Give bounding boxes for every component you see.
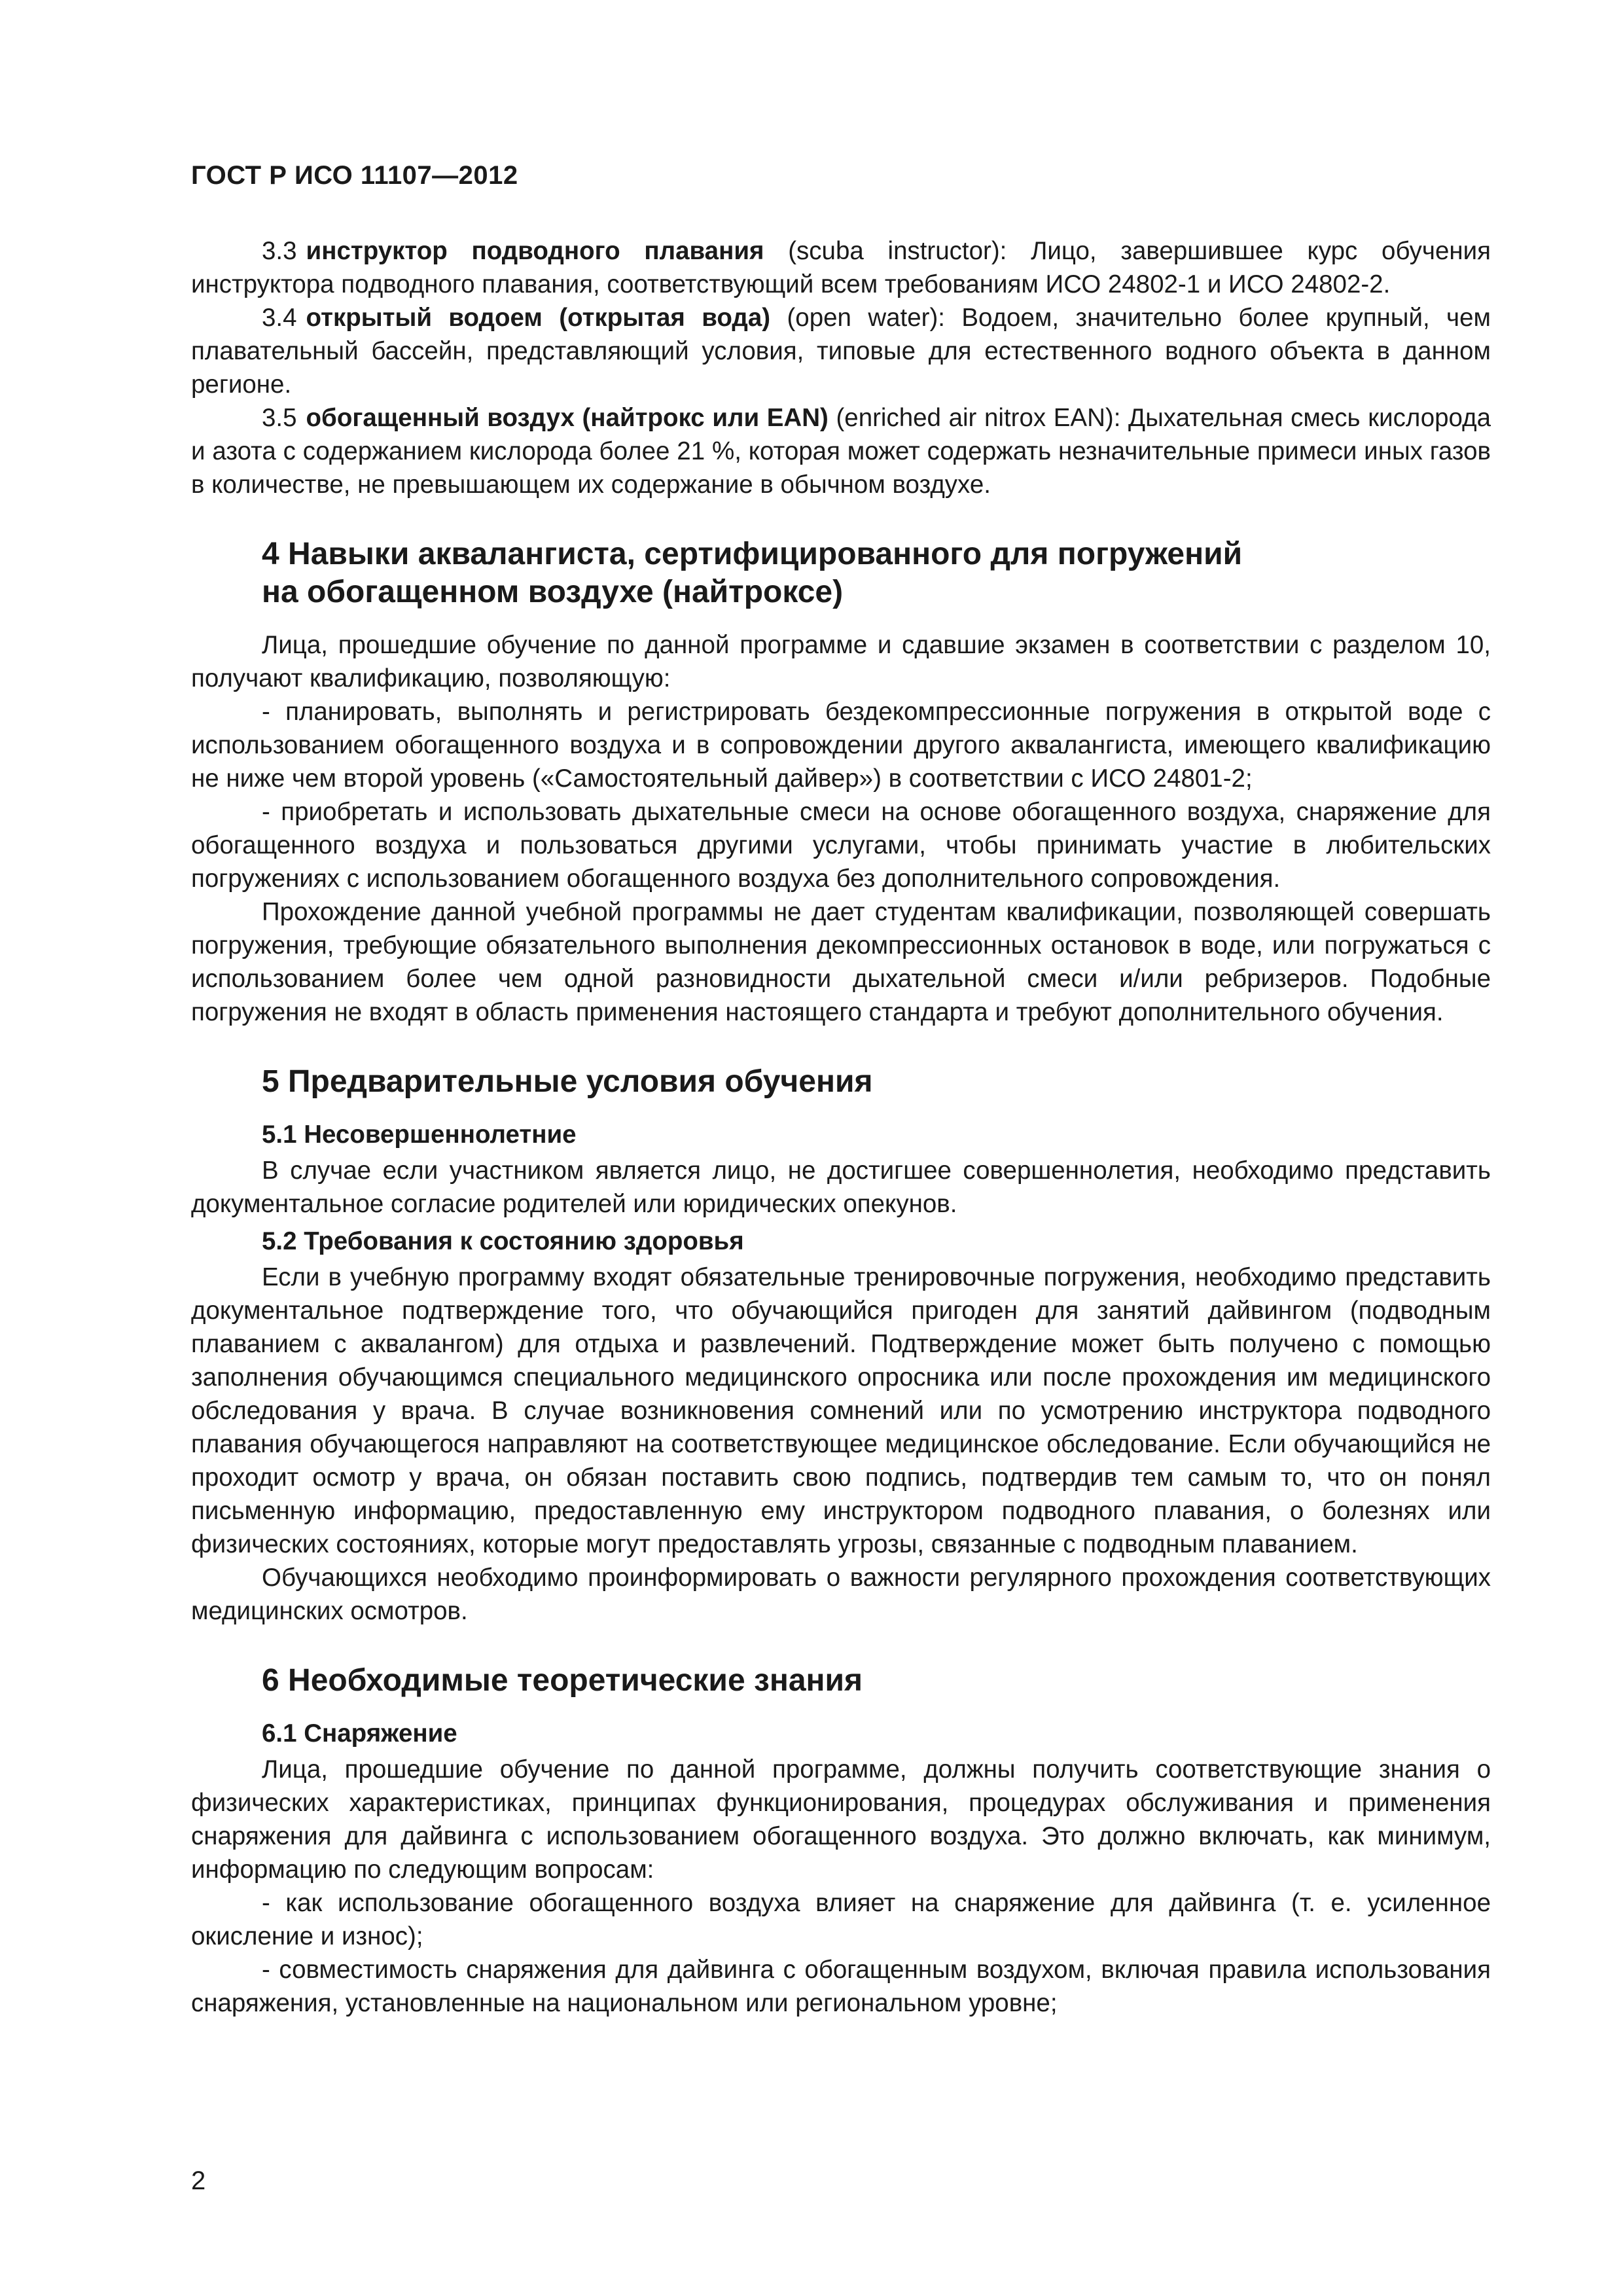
section-4-heading-line1: 4 Навыки аквалангиста, сертифицированного для погружений (262, 537, 1243, 571)
subsection-6-1-heading: 6.1 Снаряжение (262, 1719, 457, 1748)
definition-3-4 (191, 301, 1491, 401)
subsection-5-2-heading: 5.2 Требования к состоянию здоровья (262, 1227, 744, 1255)
subsection-5-2-paragraph: Если в учебную программу входят обязательные тренировочные погружения, необходимо представить документальное подтверждение того, что обучающийся пригоден для занятий дайвингом (подводным плаванием с аквалангом) для отдыха и развлечений. Подтверждение может быть получено с помощью заполнения обучающимся специального медицинского опросника или после прохождения им медицинского обследования у врача. В случае возникновения сомнений или по усмотрению инструктора подводного плавания обучающегося направляют на соответствующее медицинское обследование. Если обучающийся не проходит осмотр у врача, он обязан поставить свою подпись, подтвердив тем самым то, что он понял письменную информацию, предоставленную ему инструктором подводного плавания, о болезнях или физических состояниях, которые могут предоставлять угрозы, связанные с подводным плаванием. (191, 1263, 1491, 1558)
definition-number: 3.5 (262, 404, 297, 432)
subsection-6-1-list-item: - как использование обогащенного воздуха влияет на снаряжение для дайвинга (т. е. усиленное окисление и износ); (191, 1889, 1491, 1950)
subsection-6-1-paragraph: Лица, прошедшие обучение по данной программе, должны получить соответствующие знания о физических характеристиках, принципах функционирования, процедурах обслуживания и применения снаряжения для дайвинга с использованием обогащенного воздуха. Это должно включать, как минимум, информацию по следующим вопросам: (191, 1755, 1491, 1884)
definition-text: (open water): Водоем, значительно более крупный, чем плавательный бассейн, представляющий условия, типовые для естественного водного объекта в данном регионе. (191, 304, 1491, 399)
definition-3-5 (191, 401, 1491, 501)
section-6-heading: 6 Необходимые теоретические знания (262, 1663, 863, 1698)
definition-term: обогащенный воздух (найтрокс или EAN) (306, 404, 829, 432)
definition-number: 3.3 (262, 237, 297, 265)
section-4-paragraph: Прохождение данной учебной программы не дает студентам квалификации, позволяющей совершать погружения, требующие обязательного выполнения декомпрессионных остановок в воде, или погружаться с использованием более чем одной разновидности дыхательной смеси и/или ребризеров. Подобные погружения не входят в область применения настоящего стандарта и требуют дополнительного обучения. (191, 898, 1491, 1026)
definition-term: открытый водоем (открытая вода) (306, 304, 771, 332)
document-header: ГОСТ Р ИСО 11107—2012 (191, 161, 518, 190)
section-4-heading (262, 535, 1491, 611)
page-content (191, 234, 1491, 2020)
definition-text: (scuba instructor): Лицо, завершившее курс обучения инструктора подводного плавания, соответствующий всем требованиям ИСО 24802-1 и ИСО 24802-2. (191, 237, 1491, 298)
section-4-heading-line2: на обогащенном воздухе (найтроксе) (262, 575, 844, 609)
section-4-list-item: - планировать, выполнять и регистрировать бездекомпрессионные погружения в открытой воде с использованием обогащенного воздуха и в сопровождении другого аквалангиста, имеющего квалификацию не ниже чем второй уровень («Самостоятельный дайвер») в соответствии с ИСО 24801-2; (191, 698, 1491, 793)
subsection-5-1-paragraph: В случае если участником является лицо, не достигшее совершеннолетия, необходимо представить документальное согласие родителей или юридических опекунов. (191, 1157, 1491, 1218)
definition-term: инструктор подводного плавания (306, 237, 764, 265)
section-5-heading: 5 Предварительные условия обучения (262, 1064, 873, 1099)
section-4-list-item: - приобретать и использовать дыхательные смеси на основе обогащенного воздуха, снаряжение для обогащенного воздуха и пользоваться другими услугами, чтобы принимать участие в любительских погружениях с использованием обогащенного воздуха без дополнительного сопровождения. (191, 798, 1491, 893)
page-number: 2 (191, 2166, 206, 2195)
section-4-paragraph: Лица, прошедшие обучение по данной программе и сдавшие экзамен в соответствии с разделом 10, получают квалификацию, позволяющую: (191, 631, 1491, 692)
definition-3-3 (191, 234, 1491, 301)
definition-text: (enriched air nitrox EAN): Дыхательная смесь кислорода и азота с содержанием кислорода более 21 %, которая может содержать незначительные примеси иных газов в количестве, не превышающем их содержание в обычном воздухе. (191, 404, 1491, 499)
definition-number: 3.4 (262, 304, 297, 332)
subsection-6-1-list-item: - совместимость снаряжения для дайвинга с обогащенным воздухом, включая правила использования снаряжения, установленные на национальном или региональном уровне; (191, 1956, 1491, 2017)
subsection-5-1-heading: 5.1 Несовершеннолетние (262, 1121, 577, 1149)
subsection-5-2-paragraph: Обучающихся необходимо проинформировать о важности регулярного прохождения соответствующих медицинских осмотров. (191, 1564, 1491, 1625)
